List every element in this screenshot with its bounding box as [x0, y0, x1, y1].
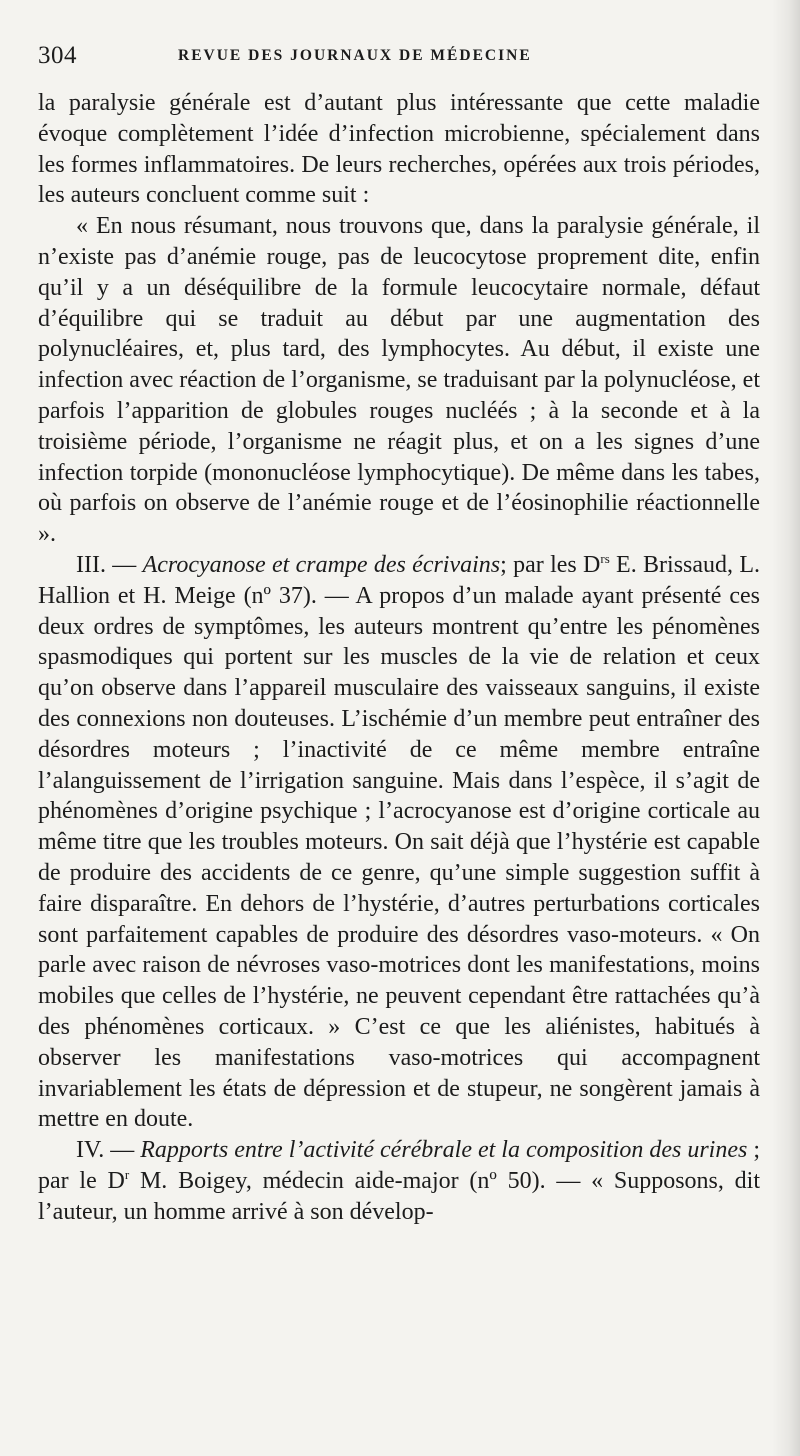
- author-prefix: ; par le D: [38, 1137, 761, 1194]
- body-text: [38, 88, 760, 1227]
- paragraph-section-4: [38, 1135, 760, 1227]
- paragraph-section-3: [38, 550, 760, 1135]
- paragraph-body: E. Brissaud, L. Hallion et H. Meige (nº 37). — A propos d’un malade ayant présenté ces deux ordres de symptômes, les auteurs montrent qu’entre les pénomènes spasmodiques qui portent sur les muscles de la vie de relation et ceux qu’on observe dans l’appareil musculaire des vaisseaux sanguins, il existe des connexions non douteuses. L’ischémie d’un membre peut entraîner des désordres moteurs ; l’inactivité de ce même membre entraîne l’alanguissement de l’irrigation sanguine. Mais dans l’espèce, il s’agit de phénomènes d’origine psychique ; l’acrocyanose est d’origine corticale au même titre que les troubles moteurs. On sait déjà que l’hystérie est capable de produire des accidents de ce genre, qu’une simple suggestion suffit à faire disparaître. En dehors de l’hystérie, d’autres perturbations corticales sont parfaitement capables de produire des désordres vaso-moteurs. « On parle avec raison de névroses vaso-motrices dont les manifestations, moins mobiles que celles de l’hystérie, ne peuvent cependant être rattachées qu’à des phénomènes corticaux. » C’est ce que les aliénistes, habitués à observer les manifestations vaso-motrices qui accompagnent invariablement les états de dépression et de stupeur, ne songèrent jamais à mettre en doute.: [38, 551, 760, 1133]
- page-number: 304: [38, 42, 77, 69]
- article-title: Acrocyanose et crampe des écrivains: [142, 551, 501, 578]
- article-title: Rapports entre l’activité cérébrale et la composition des urines: [140, 1137, 748, 1164]
- paragraph-continuation: la paralysie générale est d’autant plus intéressante que cette maladie évoque complètement l’idée d’infection microbienne, spécialement dans les formes inflammatoires. De leurs recherches, opérées aux trois périodes, les auteurs concluent comme suit :: [38, 90, 760, 209]
- paragraph-body: M. Boigey, médecin aide-major (nº 50). — « Supposons, dit l’auteur, un homme arrivé à son dévelop-: [38, 1167, 761, 1225]
- superscript: rs: [600, 550, 610, 566]
- running-head: REVUE DES JOURNAUX DE MÉDECINE: [178, 47, 532, 64]
- section-number: IV. —: [76, 1137, 135, 1164]
- page-header: [38, 38, 760, 88]
- paragraph-quote: « En nous résumant, nous trouvons que, dans la paralysie générale, il n’existe pas d’anémie rouge, pas de leucocytose proprement dite, enfin qu’il y a un déséquilibre de la formule leucocytaire normale, défaut d’équilibre qui se traduit au début par une augmentation des polynucléaires, et, plus tard, des lymphocytes. Au début, il existe une infection avec réaction de l’organisme, se traduisant par la polynucléose, et parfois l’apparition de globules rouges nucléés ; à la seconde et à la troisième période, l’organisme ne réagit plus, et on a les signes d’une infection torpide (mononucléose lymphocytique). De même dans les tabes, où parfois on observe de l’anémie rouge et de l’éosinophilie réactionnelle ».: [38, 213, 760, 548]
- section-number: III. —: [76, 551, 137, 578]
- author-prefix: ; par les D: [500, 551, 601, 578]
- superscript: r: [124, 1166, 130, 1182]
